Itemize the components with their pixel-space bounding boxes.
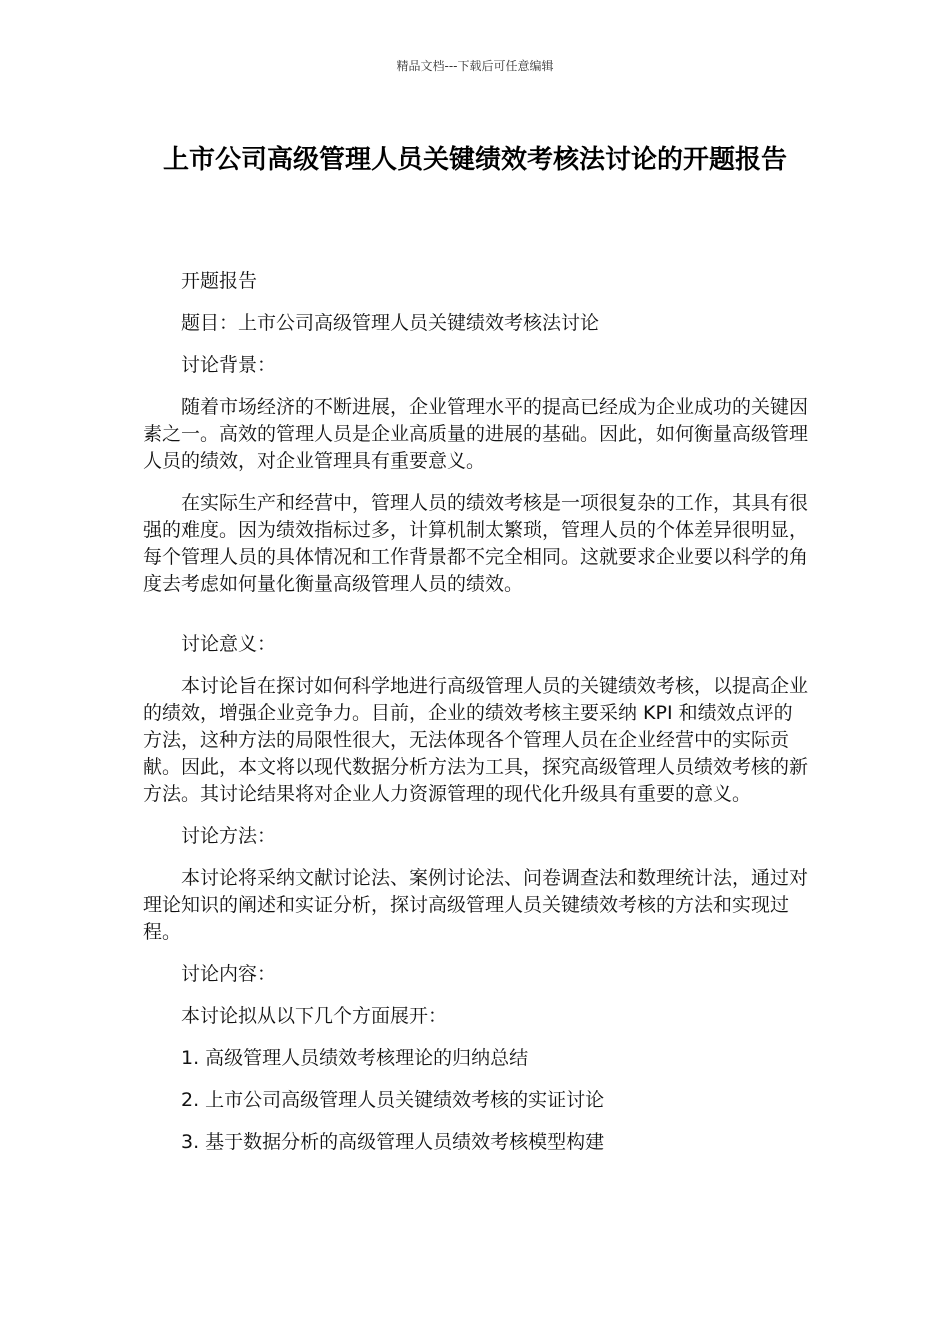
page-header-watermark: 精品文档---下载后可任意编辑 [396, 59, 554, 73]
paragraph-significance: 本讨论旨在探讨如何科学地进行高级管理人员的关键绩效考核，以提高企业的绩效，增强企业竞争力。目前，企业的绩效考核主要采纳 KPI 和绩效点评的方法，这种方法的局限性很大，无法体现各个管理人员在企业经营中的实际贡献。因此，本文将以现代数据分析方法为工具，探究高级管理人员绩效考核的新方法。其讨论结果将对企业人力资源管理的现代化升级具有重要的意义。 [143, 675, 809, 805]
heading-background: 讨论背景： [181, 354, 277, 376]
list-item-1: 1. 高级管理人员绩效考核理论的归纳总结 [181, 1047, 529, 1069]
heading-significance: 讨论意义： [181, 633, 277, 655]
paragraph-background-2: 在实际生产和经营中，管理人员的绩效考核是一项很复杂的工作，其具有很强的难度。因为绩效指标过多，计算机制太繁琐，管理人员的个体差异很明显，每个管理人员的具体情况和工作背景都不完全相同。这就要求企业要以科学的角度去考虑如何量化衡量高级管理人员的绩效。 [143, 492, 809, 595]
heading-method: 讨论方法： [181, 825, 277, 847]
document-title: 上市公司高级管理人员关键绩效考核法讨论的开题报告 [162, 145, 787, 175]
list-item-3: 3. 基于数据分析的高级管理人员绩效考核模型构建 [181, 1131, 605, 1153]
paragraph-method: 本讨论将采纳文献讨论法、案例讨论法、问卷调查法和数理统计法，通过对理论知识的阐述和实证分析，探讨高级管理人员关键绩效考核的方法和实现过程。 [143, 867, 809, 943]
list-item-2: 2. 上市公司高级管理人员关键绩效考核的实证讨论 [181, 1089, 605, 1111]
paragraph-report-label: 开题报告 [181, 270, 258, 292]
paragraph-content-intro: 本讨论拟从以下几个方面展开： [181, 1005, 448, 1027]
document-body [143, 268, 811, 1171]
paragraph-background-1: 随着市场经济的不断进展，企业管理水平的提高已经成为企业成功的关键因素之一。高效的管理人员是企业高质量的进展的基础。因此，如何衡量高级管理人员的绩效，对企业管理具有重要意义。 [143, 396, 809, 472]
paragraph-topic: 题目：上市公司高级管理人员关键绩效考核法讨论 [181, 312, 600, 334]
heading-content: 讨论内容： [181, 963, 277, 985]
